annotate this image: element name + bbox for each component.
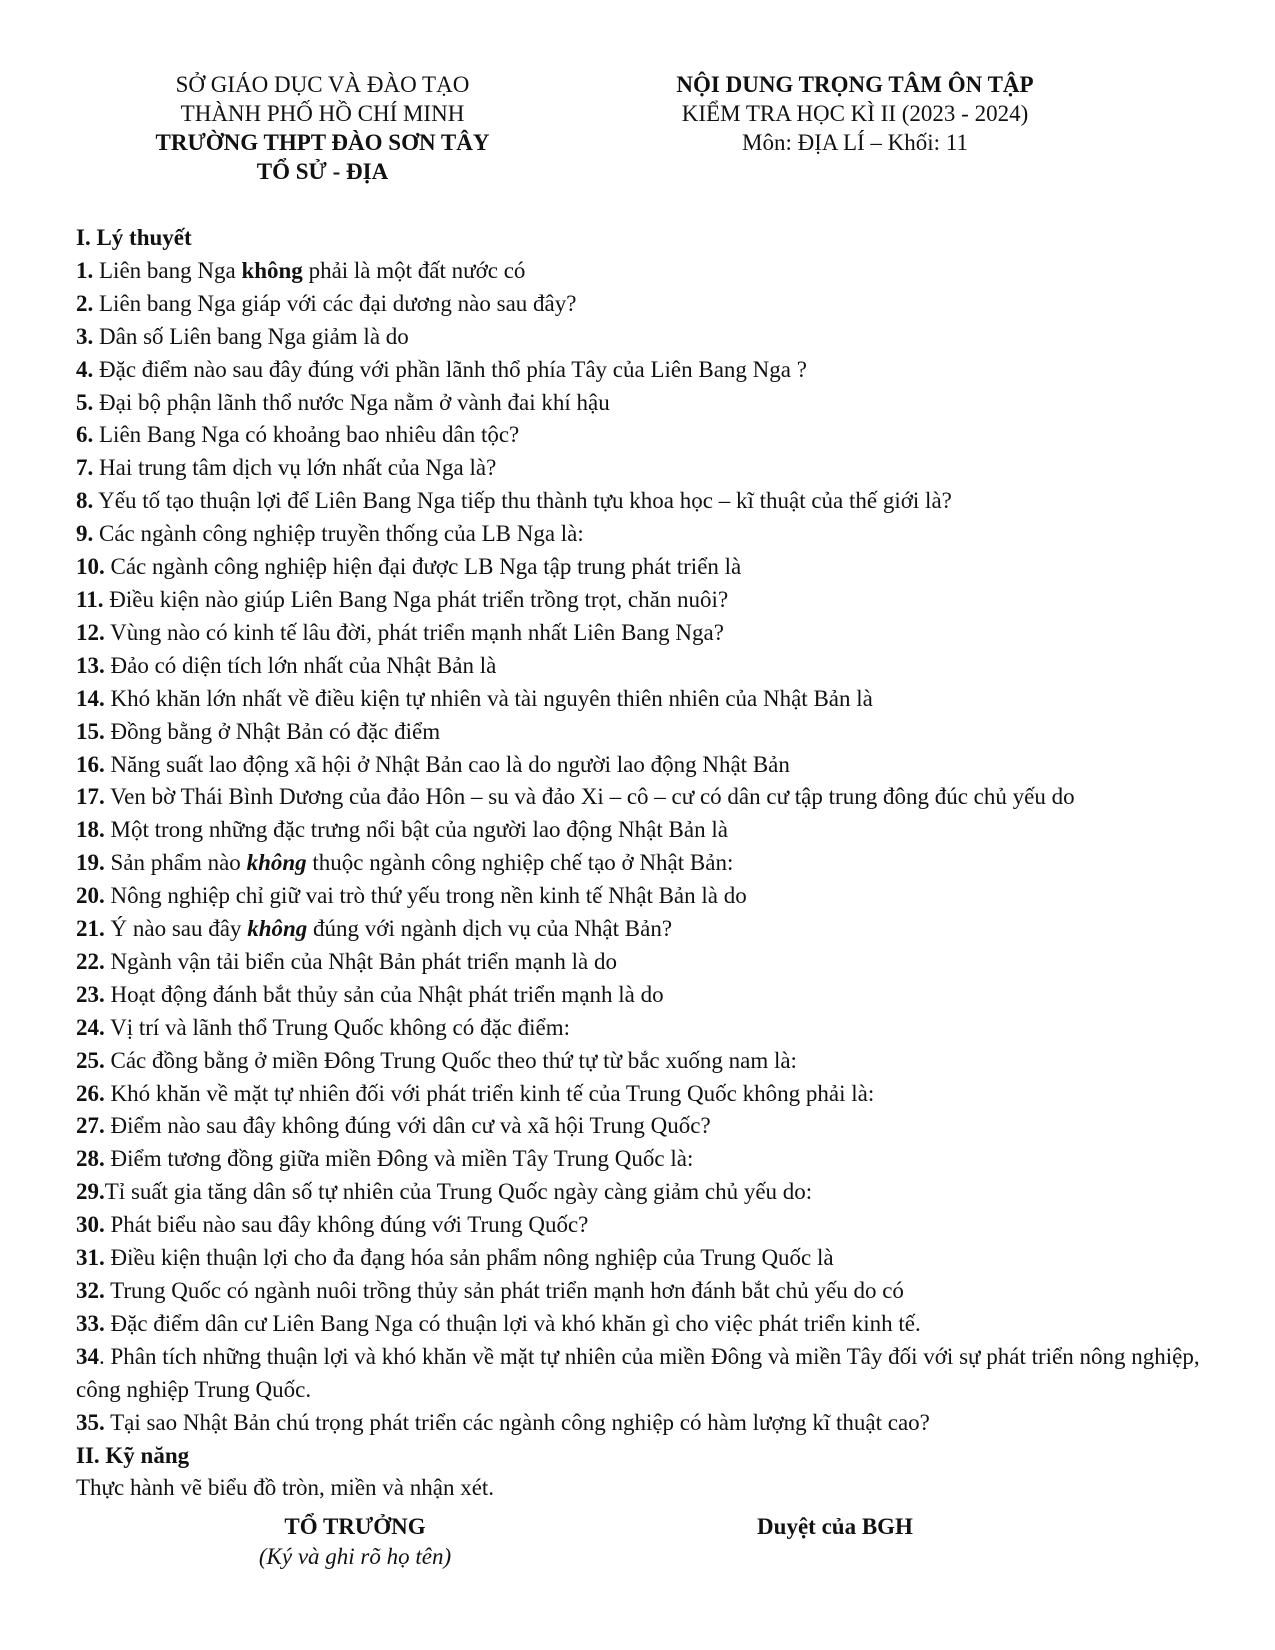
question-item: [76, 1275, 1206, 1308]
signature-left: [175, 1512, 535, 1572]
question-item: [76, 1242, 1206, 1275]
question-item: [76, 880, 1206, 913]
question-number: 27.: [76, 1113, 105, 1139]
question-item: [76, 255, 1206, 288]
question-text: Vị trí và lãnh thổ Trung Quốc không có đặc điểm:: [104, 1014, 571, 1040]
group-leader-title: TỔ TRƯỞNG: [284, 1514, 426, 1539]
question-number: 33.: [76, 1310, 105, 1336]
question-number: 12.: [76, 619, 105, 645]
question-number: 22.: [76, 948, 105, 974]
question-number: 5.: [76, 389, 94, 415]
question-text: Một trong những đặc trưng nổi bật của người lao động Nhật Bản là: [104, 817, 728, 843]
question-text: Ven bờ Thái Bình Dương của đảo Hôn – su và đảo Xi – cô – cư có dân cư tập trung đông đúc chủ yếu do: [104, 784, 1075, 810]
question-item: [76, 979, 1206, 1012]
question-item: [76, 1110, 1206, 1143]
question-text: Ngành vận tải biển của Nhật Bản phát triển mạnh là do: [104, 948, 617, 974]
question-number: 15.: [76, 718, 105, 744]
question-item: [76, 584, 1206, 617]
question-text: Khó khăn về mặt tự nhiên đối với phát triển kinh tế của Trung Quốc không phải là:: [104, 1080, 875, 1106]
group-name: TỔ SỬ - ĐỊA: [256, 159, 389, 184]
question-item: [76, 913, 1206, 946]
question-number: 9.: [76, 521, 94, 547]
question-text: Liên bang Nga giáp với các đại dương nào sau đây?: [93, 290, 577, 316]
question-item: [76, 321, 1206, 354]
question-number: 19.: [76, 850, 105, 876]
header-right: [605, 70, 1105, 157]
question-text: . Phân tích những thuận lợi và khó khăn về mặt tự nhiên của miền Đông và miền Tây đối với sự phát triển nông nghiệp, công nghiệp Trung Quốc.: [76, 1343, 1200, 1402]
question-number: 16.: [76, 751, 105, 777]
question-item: [76, 452, 1206, 485]
exam-name: KIỂM TRA HỌC KÌ II (2023 - 2024): [681, 101, 1029, 126]
question-number: 13.: [76, 652, 105, 678]
question-emphasis: không: [247, 916, 308, 942]
question-number: 7.: [76, 455, 94, 481]
question-item: [76, 1341, 1206, 1407]
question-number: 1.: [76, 257, 94, 283]
question-item: [76, 1143, 1206, 1176]
question-text: thuộc ngành công nghiệp chế tạo ở Nhật Bản:: [306, 850, 734, 876]
question-text: Đảo có diện tích lớn nhất của Nhật Bản là: [104, 652, 497, 678]
question-text: Hoạt động đánh bắt thủy sản của Nhật phát triển mạnh là do: [104, 981, 664, 1007]
question-item: [76, 1012, 1206, 1045]
question-item: [76, 387, 1206, 420]
question-text: Đại bộ phận lãnh thổ nước Nga nằm ở vành đai khí hậu: [93, 389, 610, 415]
board-approval-title: Duyệt của BGH: [757, 1514, 913, 1539]
question-number: 21.: [76, 916, 105, 942]
subject-grade: Môn: ĐỊA LÍ – Khối: 11: [742, 130, 968, 155]
question-text: Phát biểu nào sau đây không đúng với Trung Quốc?: [104, 1212, 589, 1238]
question-number: 10.: [76, 554, 105, 580]
question-number: 26.: [76, 1080, 105, 1106]
question-text: Đồng bằng ở Nhật Bản có đặc điểm: [104, 718, 441, 744]
question-number: 11.: [76, 586, 104, 612]
question-text: Hai trung tâm dịch vụ lớn nhất của Nga là?: [93, 455, 497, 481]
school-name: TRƯỜNG THPT ĐÀO SƠN TÂY: [155, 130, 490, 155]
question-item: [76, 1045, 1206, 1078]
question-item: [76, 419, 1206, 452]
question-text: Các đồng bằng ở miền Đông Trung Quốc theo thứ tự từ bắc xuống nam là:: [104, 1047, 797, 1073]
question-number: 2.: [76, 290, 94, 316]
question-number: 4.: [76, 356, 94, 382]
question-item: [76, 1308, 1206, 1341]
question-item: [76, 617, 1206, 650]
question-text: Trung Quốc có ngành nuôi trồng thủy sản phát triển mạnh hơn đánh bắt chủ yếu do có: [104, 1278, 904, 1303]
question-item: [76, 716, 1206, 749]
question-number: 32.: [76, 1278, 105, 1303]
question-item: [76, 288, 1206, 321]
city-name: THÀNH PHỐ HỒ CHÍ MINH: [180, 101, 465, 126]
document-title: NỘI DUNG TRỌNG TÂM ÔN TẬP: [676, 72, 1034, 97]
question-item: [76, 1078, 1206, 1111]
question-item: [76, 749, 1206, 782]
question-item: [76, 650, 1206, 683]
question-text: Ý nào sau đây: [104, 916, 248, 942]
question-number: 23.: [76, 981, 105, 1007]
signature-right: [705, 1512, 965, 1542]
question-text: Khó khăn lớn nhất về điều kiện tự nhiên và tài nguyên thiên nhiên của Nhật Bản là: [104, 685, 873, 711]
section-2-text: Thực hành vẽ biểu đồ tròn, miền và nhận xét.: [76, 1475, 495, 1501]
question-text: Tỉ suất gia tăng dân số tự nhiên của Trung Quốc ngày càng giảm chủ yếu do:: [104, 1179, 813, 1205]
question-text: đúng với ngành dịch vụ của Nhật Bản?: [307, 916, 673, 942]
question-item: [76, 551, 1206, 584]
question-number: 3.: [76, 323, 94, 349]
question-item: [76, 485, 1206, 518]
question-text: Điều kiện thuận lợi cho đa đạng hóa sản phẩm nông nghiệp của Trung Quốc là: [104, 1245, 834, 1271]
question-item: [76, 946, 1206, 979]
question-text: Liên bang Nga: [93, 257, 242, 283]
section-2-title: II. Kỹ năng: [76, 1442, 190, 1468]
question-text: Tại sao Nhật Bản chú trọng phát triển các ngành công nghiệp có hàm lượng kĩ thuật cao?: [104, 1409, 930, 1435]
signature-note: (Ký và ghi rõ họ tên): [258, 1544, 452, 1569]
question-text: Các ngành công nghiệp truyền thống của LB Nga là:: [93, 521, 584, 547]
question-text: Các ngành công nghiệp hiện đại được LB Nga tập trung phát triển là: [104, 554, 742, 580]
question-number: 29.: [76, 1179, 105, 1205]
question-item: [76, 814, 1206, 847]
question-number: 17.: [76, 784, 105, 810]
question-number: 14.: [76, 685, 105, 711]
question-emphasis: không: [241, 257, 303, 283]
main-content: [76, 222, 1206, 1505]
question-number: 20.: [76, 883, 105, 909]
question-number: 6.: [76, 422, 94, 448]
question-item: [76, 847, 1206, 880]
question-number: 24.: [76, 1014, 105, 1040]
question-text: Điều kiện nào giúp Liên Bang Nga phát triển trồng trọt, chăn nuôi?: [103, 586, 729, 612]
question-text: Dân số Liên bang Nga giảm là do: [93, 323, 409, 349]
section-1-title: I. Lý thuyết: [76, 225, 192, 250]
question-number: 35.: [76, 1409, 105, 1435]
question-text: Yếu tố tạo thuận lợi để Liên Bang Nga tiếp thu thành tựu khoa học – kĩ thuật của thế giới là?: [93, 488, 952, 514]
header-left: [95, 70, 550, 186]
question-number: 30.: [76, 1212, 105, 1238]
question-emphasis: không: [246, 850, 307, 876]
question-text: Đặc điểm nào sau đây đúng với phần lãnh thổ phía Tây của Liên Bang Nga ?: [93, 356, 807, 382]
question-text: phải là một đất nước có: [302, 257, 526, 283]
question-item: [76, 518, 1206, 551]
question-item: [76, 781, 1206, 814]
question-number: 34: [76, 1343, 99, 1369]
question-text: Sản phẩm nào: [104, 850, 247, 876]
question-text: Đặc điểm dân cư Liên Bang Nga có thuận lợi và khó khăn gì cho việc phát triển kinh tế.: [104, 1310, 921, 1336]
question-number: 31.: [76, 1245, 105, 1271]
question-item: [76, 1176, 1206, 1209]
question-number: 25.: [76, 1047, 105, 1073]
question-text: Điểm tương đồng giữa miền Đông và miền Tây Trung Quốc là:: [104, 1146, 694, 1172]
question-list: [76, 255, 1206, 1440]
question-item: [76, 683, 1206, 716]
question-item: [76, 1407, 1206, 1440]
department-name: SỞ GIÁO DỤC VÀ ĐÀO TẠO: [175, 72, 470, 97]
question-number: 8.: [76, 488, 94, 514]
question-text: Liên Bang Nga có khoảng bao nhiêu dân tộc?: [93, 422, 520, 448]
question-item: [76, 1209, 1206, 1242]
question-text: Vùng nào có kinh tế lâu đời, phát triển mạnh nhất Liên Bang Nga?: [104, 619, 724, 645]
question-text: Nông nghiệp chỉ giữ vai trò thứ yếu trong nền kinh tế Nhật Bản là do: [104, 883, 747, 909]
question-text: Năng suất lao động xã hội ở Nhật Bản cao là do người lao động Nhật Bản: [104, 751, 790, 777]
question-number: 18.: [76, 817, 105, 843]
question-text: Điểm nào sau đây không đúng với dân cư và xã hội Trung Quốc?: [104, 1113, 711, 1139]
question-number: 28.: [76, 1146, 105, 1172]
question-item: [76, 354, 1206, 387]
